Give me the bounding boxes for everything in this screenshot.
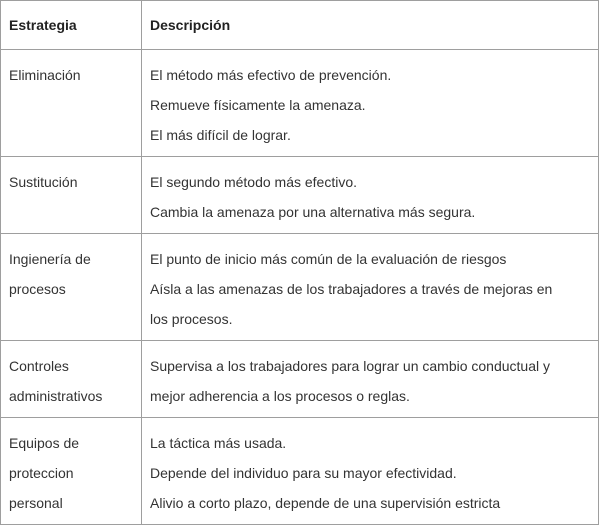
- description-cell: [142, 50, 599, 157]
- description-line: El punto de inicio más común de la evaluación de riesgos: [150, 251, 507, 267]
- header-description: Descripción: [142, 1, 599, 50]
- table-header-row: [1, 1, 599, 50]
- table-row: [1, 234, 599, 341]
- strategy-cell: [1, 418, 142, 525]
- table-row: [1, 157, 599, 234]
- strategy-cell: [1, 341, 142, 418]
- description-line: Cambia la amenaza por una alternativa más segura.: [150, 204, 476, 220]
- description-cell: [142, 234, 599, 341]
- table-row: [1, 50, 599, 157]
- description-line: Remueve físicamente la amenaza.: [150, 97, 366, 113]
- description-line: El más difícil de lograr.: [150, 127, 291, 143]
- strategy-text: Eliminación: [9, 67, 81, 83]
- table-row: [1, 418, 599, 525]
- description-line: El método más efectivo de prevención.: [150, 67, 392, 83]
- strategy-text: procesos: [9, 281, 66, 297]
- strategy-cell: [1, 234, 142, 341]
- description-line: mejor adherencia a los procesos o reglas.: [150, 388, 410, 404]
- description-cell: [142, 157, 599, 234]
- description-cell: [142, 341, 599, 418]
- strategy-cell: [1, 50, 142, 157]
- strategy-text: administrativos: [9, 388, 103, 404]
- description-line: La táctica más usada.: [150, 435, 287, 451]
- strategy-text: Controles: [9, 358, 69, 374]
- strategy-cell: [1, 157, 142, 234]
- strategy-text: personal: [9, 495, 63, 511]
- strategy-text: proteccion: [9, 465, 74, 481]
- strategy-text: Ingienería de: [9, 251, 91, 267]
- description-line: los procesos.: [150, 311, 233, 327]
- description-line: El segundo método más efectivo.: [150, 174, 358, 190]
- header-strategy: Estrategia: [1, 1, 142, 50]
- description-line: Depende del individuo para su mayor efectividad.: [150, 465, 457, 481]
- strategy-text: Equipos de: [9, 435, 80, 451]
- description-line: Supervisa a los trabajadores para lograr un cambio conductual y: [150, 358, 551, 374]
- description-line: Aísla a las amenazas de los trabajadores a través de mejoras en: [150, 281, 553, 297]
- table-row: [1, 341, 599, 418]
- description-cell: [142, 418, 599, 525]
- strategy-text: Sustitución: [9, 174, 78, 190]
- description-line: Alivio a corto plazo, depende de una supervisión estricta: [150, 495, 501, 511]
